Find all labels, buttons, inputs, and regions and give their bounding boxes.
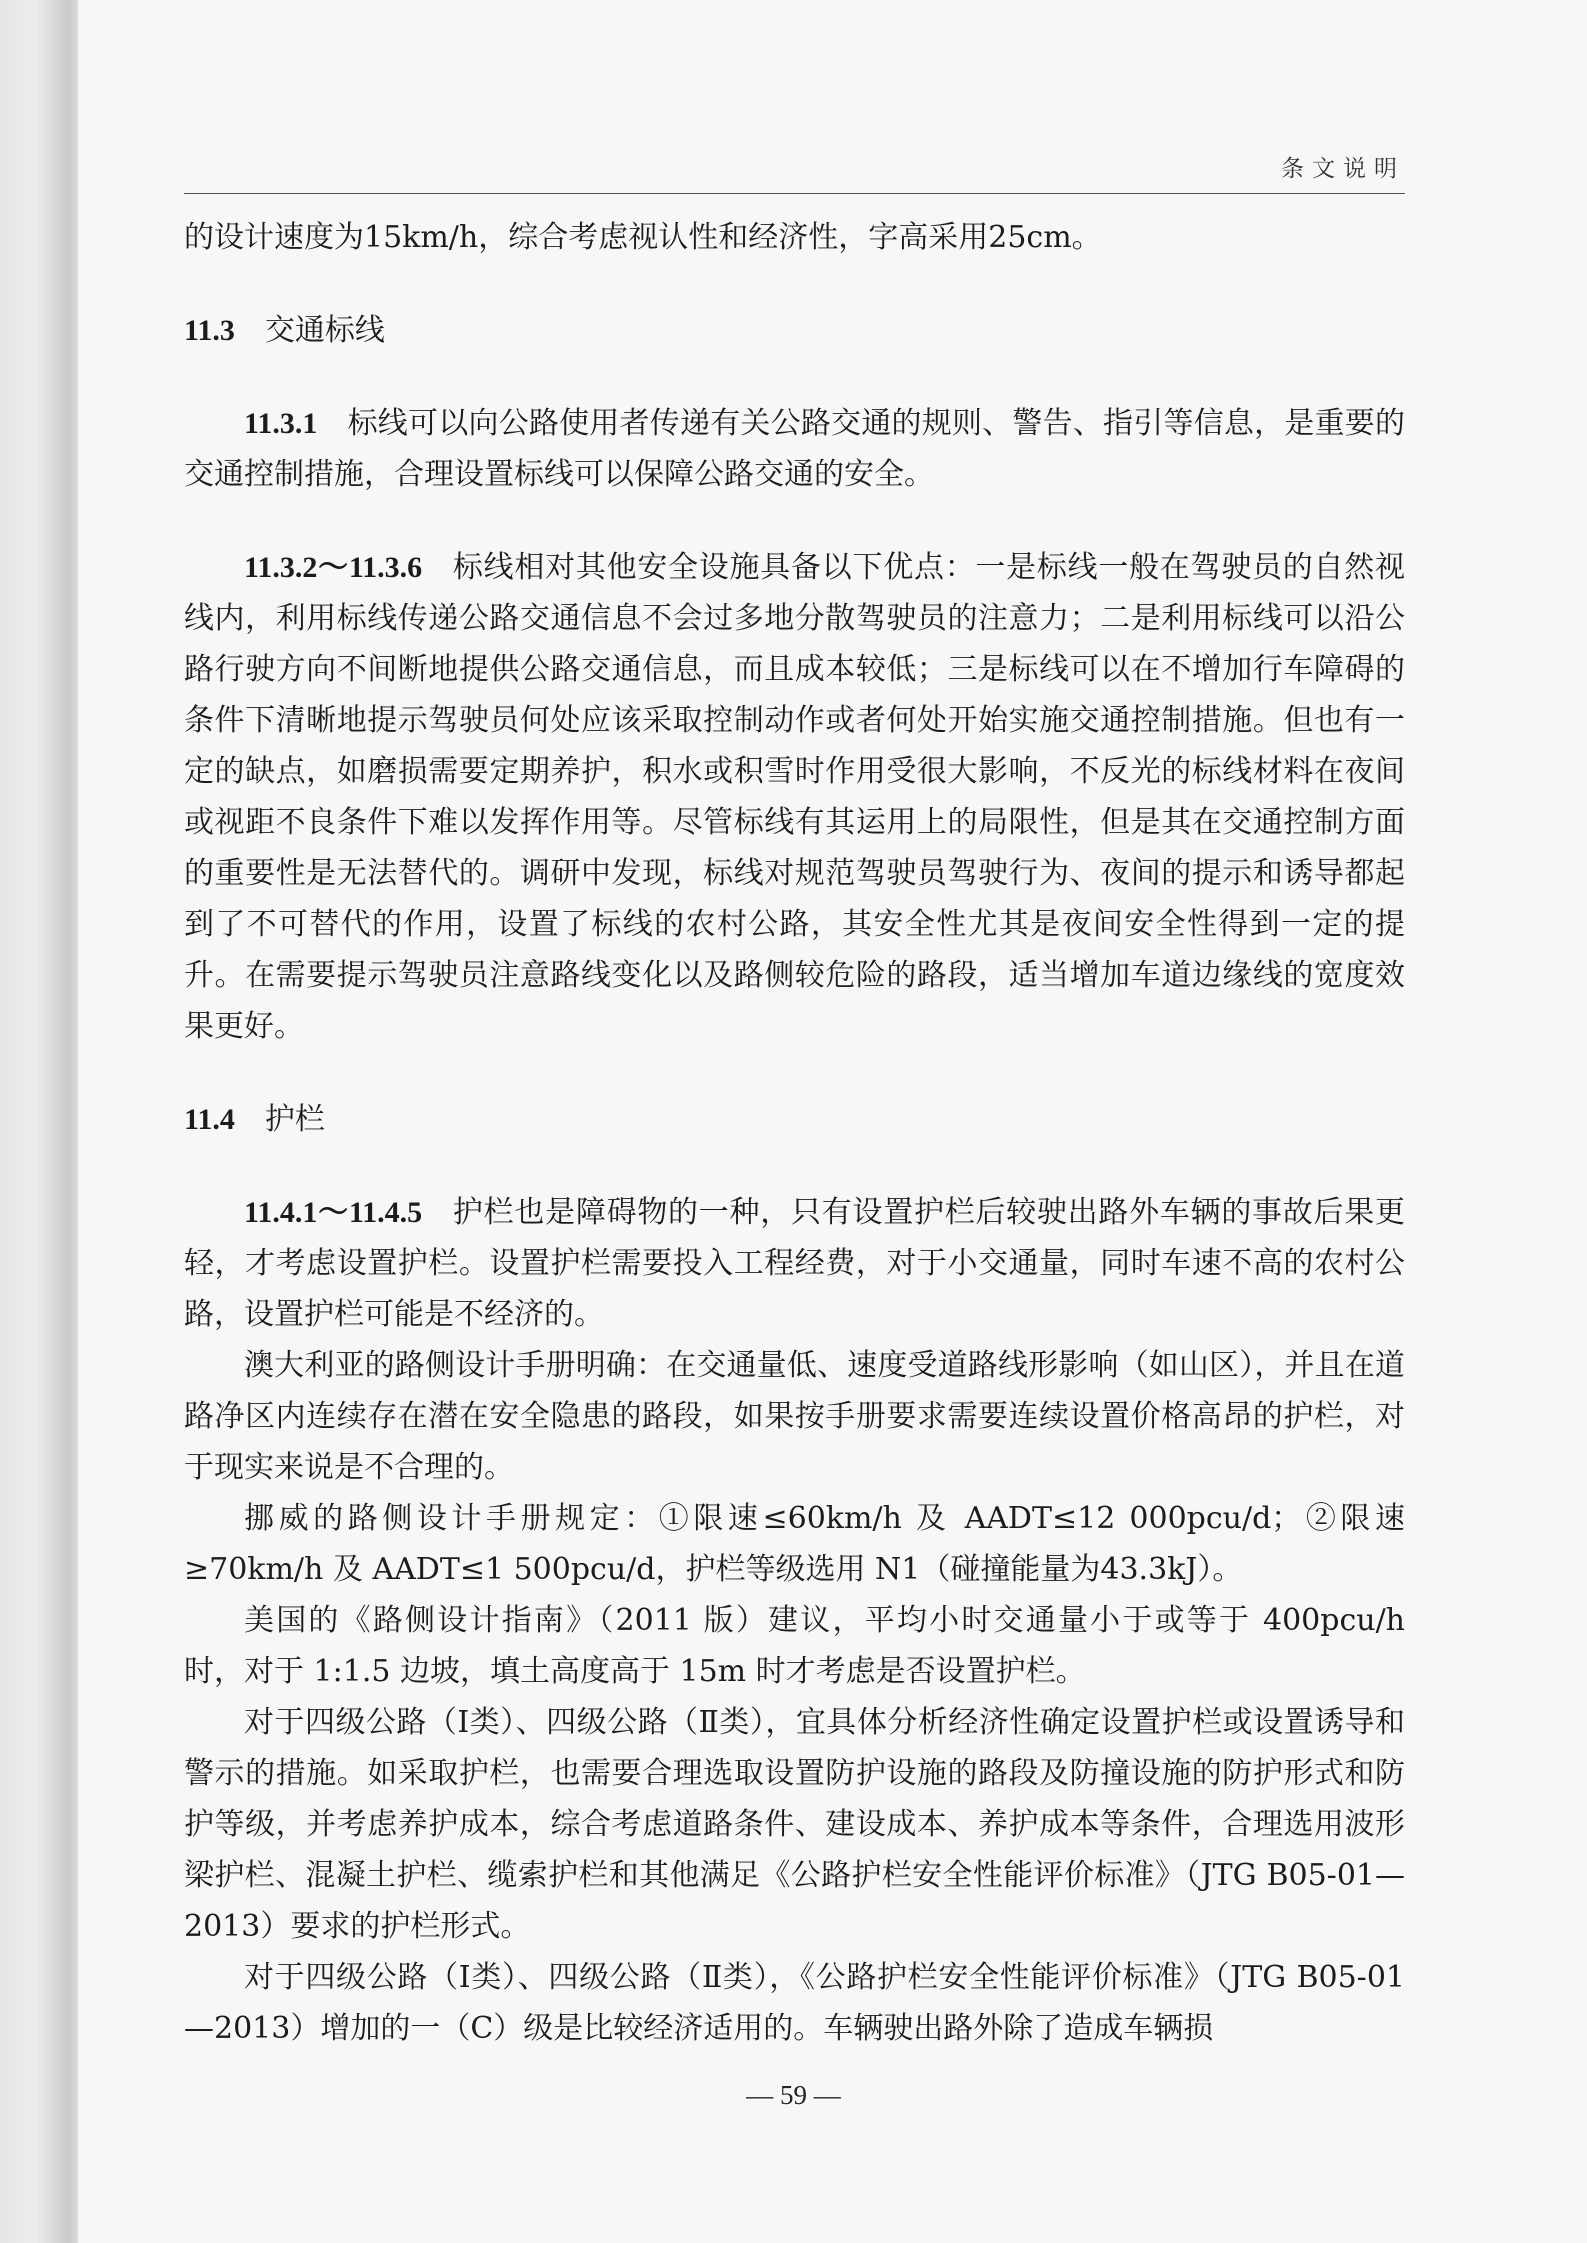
section-heading-11-3	[184, 305, 1405, 356]
paragraph-evaluation-standard: 对于四级公路（Ⅰ类）、四级公路（Ⅱ类），《公路护栏安全性能评价标准》（JTG B05-01—2013）增加的一（C）级是比较经济适用的。车辆驶出路外除了造成车辆损	[184, 1960, 1405, 2046]
clause-number: 11.3.2～11.3.6	[244, 551, 423, 584]
clause-text: 标线可以向公路使用者传递有关公路交通的规则、警告、指引等信息，是重要的交通控制措施，合理设置标线可以保障公路交通的安全。	[184, 406, 1405, 492]
running-header: 条文说明	[1281, 156, 1405, 182]
paragraph: 的设计速度为15km/h，综合考虑视认性和经济性，字高采用25cm。	[184, 220, 1102, 255]
section-number: 11.3	[184, 314, 235, 347]
header-rule	[184, 193, 1405, 194]
paragraph-usa: 美国的《路侧设计指南》（2011 版）建议，平均小时交通量小于或等于 400pcu/h 时，对于 1:1.5 边坡，填土高度高于 15m 时才考虑是否设置护栏。	[184, 1603, 1405, 1689]
paragraph-norway: 挪威的路侧设计手册规定：①限速≤60km/h 及 AADT≤12 000pcu/d；②限速≥70km/h 及 AADT≤1 500pcu/d，护栏等级选用 N1（碰撞能量为43.3kJ）。	[184, 1501, 1405, 1587]
page-body	[184, 212, 1405, 2054]
clause-number: 11.4.1～11.4.5	[244, 1196, 423, 1229]
section-number: 11.4	[184, 1103, 235, 1136]
clause-11-3-1	[184, 398, 1405, 500]
clause-11-3-2-to-11-3-6	[184, 542, 1405, 1052]
paragraph-australia: 澳大利亚的路侧设计手册明确：在交通量低、速度受道路线形影响（如山区），并且在道路净区内连续存在潜在安全隐患的路段，如果按手册要求需要连续设置价格高昂的护栏，对于现实来说是不合理的。	[184, 1348, 1405, 1485]
section-heading-11-4	[184, 1094, 1405, 1145]
section-title: 护栏	[264, 1102, 325, 1137]
clause-text: 护栏也是障碍物的一种，只有设置护栏后较驶出路外车辆的事故后果更轻，才考虑设置护栏。设置护栏需要投入工程经费，对于小交通量，同时车速不高的农村公路，设置护栏可能是不经济的。	[184, 1195, 1405, 1332]
binding-shadow	[0, 0, 78, 2243]
clause-11-4-1-to-11-4-5	[184, 1187, 1405, 1340]
page-number: — 59 —	[746, 2080, 841, 2110]
section-title: 交通标线	[264, 313, 385, 348]
paragraph-class-iv-roads: 对于四级公路（Ⅰ类）、四级公路（Ⅱ类），宜具体分析经济性确定设置护栏或设置诱导和警示的措施。如采取护栏，也需要合理选取设置防护设施的路段及防撞设施的防护形式和防护等级，并考虑养护成本，综合考虑道路条件、建设成本、养护成本等条件，合理选用波形梁护栏、混凝土护栏、缆索护栏和其他满足《公路护栏安全性能评价标准》（JTG B05-01—2013）要求的护栏形式。	[184, 1705, 1405, 1944]
clause-number: 11.3.1	[244, 407, 318, 440]
clause-text: 标线相对其他安全设施具备以下优点：一是标线一般在驾驶员的自然视线内，利用标线传递公路交通信息不会过多地分散驾驶员的注意力；二是利用标线可以沿公路行驶方向不间断地提供公路交通信息，而且成本较低；三是标线可以在不增加行车障碍的条件下清晰地提示驾驶员何处应该采取控制动作或者何处开始实施交通控制措施。但也有一定的缺点，如磨损需要定期养护，积水或积雪时作用受很大影响，不反光的标线材料在夜间或视距不良条件下难以发挥作用等。尽管标线有其运用上的局限性，但是其在交通控制方面的重要性是无法替代的。调研中发现，标线对规范驾驶员驾驶行为、夜间的提示和诱导都起到了不可替代的作用，设置了标线的农村公路，其安全性尤其是夜间安全性得到一定的提升。在需要提示驾驶员注意路线变化以及路侧较危险的路段，适当增加车道边缘线的宽度效果更好。	[184, 550, 1405, 1044]
